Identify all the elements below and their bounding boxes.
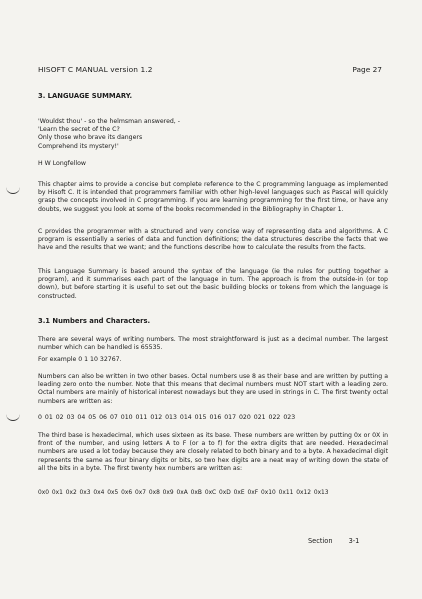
binder-hole-mark — [6, 187, 20, 194]
quote-line: 'Wouldst thou' - so the helmsman answered, - — [38, 118, 180, 125]
page-number: Page 27 — [352, 65, 382, 74]
quote-line: Comprehend its mystery!' — [38, 142, 119, 150]
paragraph: There are several ways of writing numbers. The most straightforward is just as a decimal number. The largest number which can be handled is 65535. — [38, 336, 388, 352]
paragraph: Numbers can also be written in two other bases. Octal numbers use 8 as their base and are written by putting a leading zero onto the number. Note that this means that decimal numbers must NOT start with a leading zero. Octal numbers are mainly of historical interest nowadays but they are used in strings in C. The first twenty octal numbers are written as: — [38, 373, 388, 405]
quote-line: Only those who brave its dangers — [38, 134, 143, 142]
paragraph: This chapter aims to provide a concise but complete reference to the C programming language as implemented by Hisoft C. It is intended that programmers familiar with other high-level languages such as Pascal will quickly grasp the concepts involved in C programming. If you are learning programming for the first time, or have any doubts, we suggest you look at some of the books recommended in the Bibliography in Chapter 1. — [38, 181, 388, 213]
paragraph: C provides the programmer with a structured and very concise way of representing data and algorithms. A C program is essentially a series of data and function definitions; the data structures describe the facts that we have and the results that we want; and the functions describe how to calculate the results from the facts. — [38, 228, 388, 252]
footer-section-label: Section — [308, 537, 333, 545]
epigraph-quote — [38, 118, 388, 151]
binder-hole-mark — [6, 414, 20, 421]
quote-line: 'Learn the secret of the C? — [38, 126, 120, 134]
section-heading: 3. LANGUAGE SUMMARY. — [38, 92, 133, 100]
hex-number-list: 0x0 0x1 0x2 0x3 0x4 0x5 0x6 0x7 0x8 0x9 0xA 0xB 0xC 0xD 0xE 0xF 0x10 0x11 0x12 0x13 — [38, 490, 329, 496]
quote-author: H W Longfellow — [38, 160, 86, 167]
octal-number-list: 0 01 02 03 04 05 06 07 010 011 012 013 014 015 016 017 020 021 022 023 — [38, 414, 296, 421]
decimal-example: For example 0 1 10 32767. — [38, 356, 122, 363]
running-header-title: HISOFT C MANUAL version 1.2 — [38, 65, 153, 74]
footer-section-number: 3-1 — [348, 537, 360, 545]
subsection-heading: 3.1 Numbers and Characters. — [38, 317, 151, 325]
page-footer — [308, 537, 373, 545]
paragraph: This Language Summary is based around the syntax of the language (ie the rules for putting together a program), and it summarises each part of the language in turn. The approach is from the outside-in (or top down), but before starting it is useful to set out the basic building blocks or tokens from which the language is constructed. — [38, 268, 388, 300]
paragraph: The third base is hexadecimal, which uses sixteen as its base. These numbers are written by putting 0x or 0X in front of the number, and using letters A to F (or a to f) for the extra digits that are needed. Hexadecimal numbers are used a lot today because they are closely related to both binary and to a byte. A hexadecimal digit represents the same as four binary digits or bits, so two hex digits are a neat way of writing down the state of all the bits in a byte. The first twenty hex numbers are written as: — [38, 432, 388, 472]
